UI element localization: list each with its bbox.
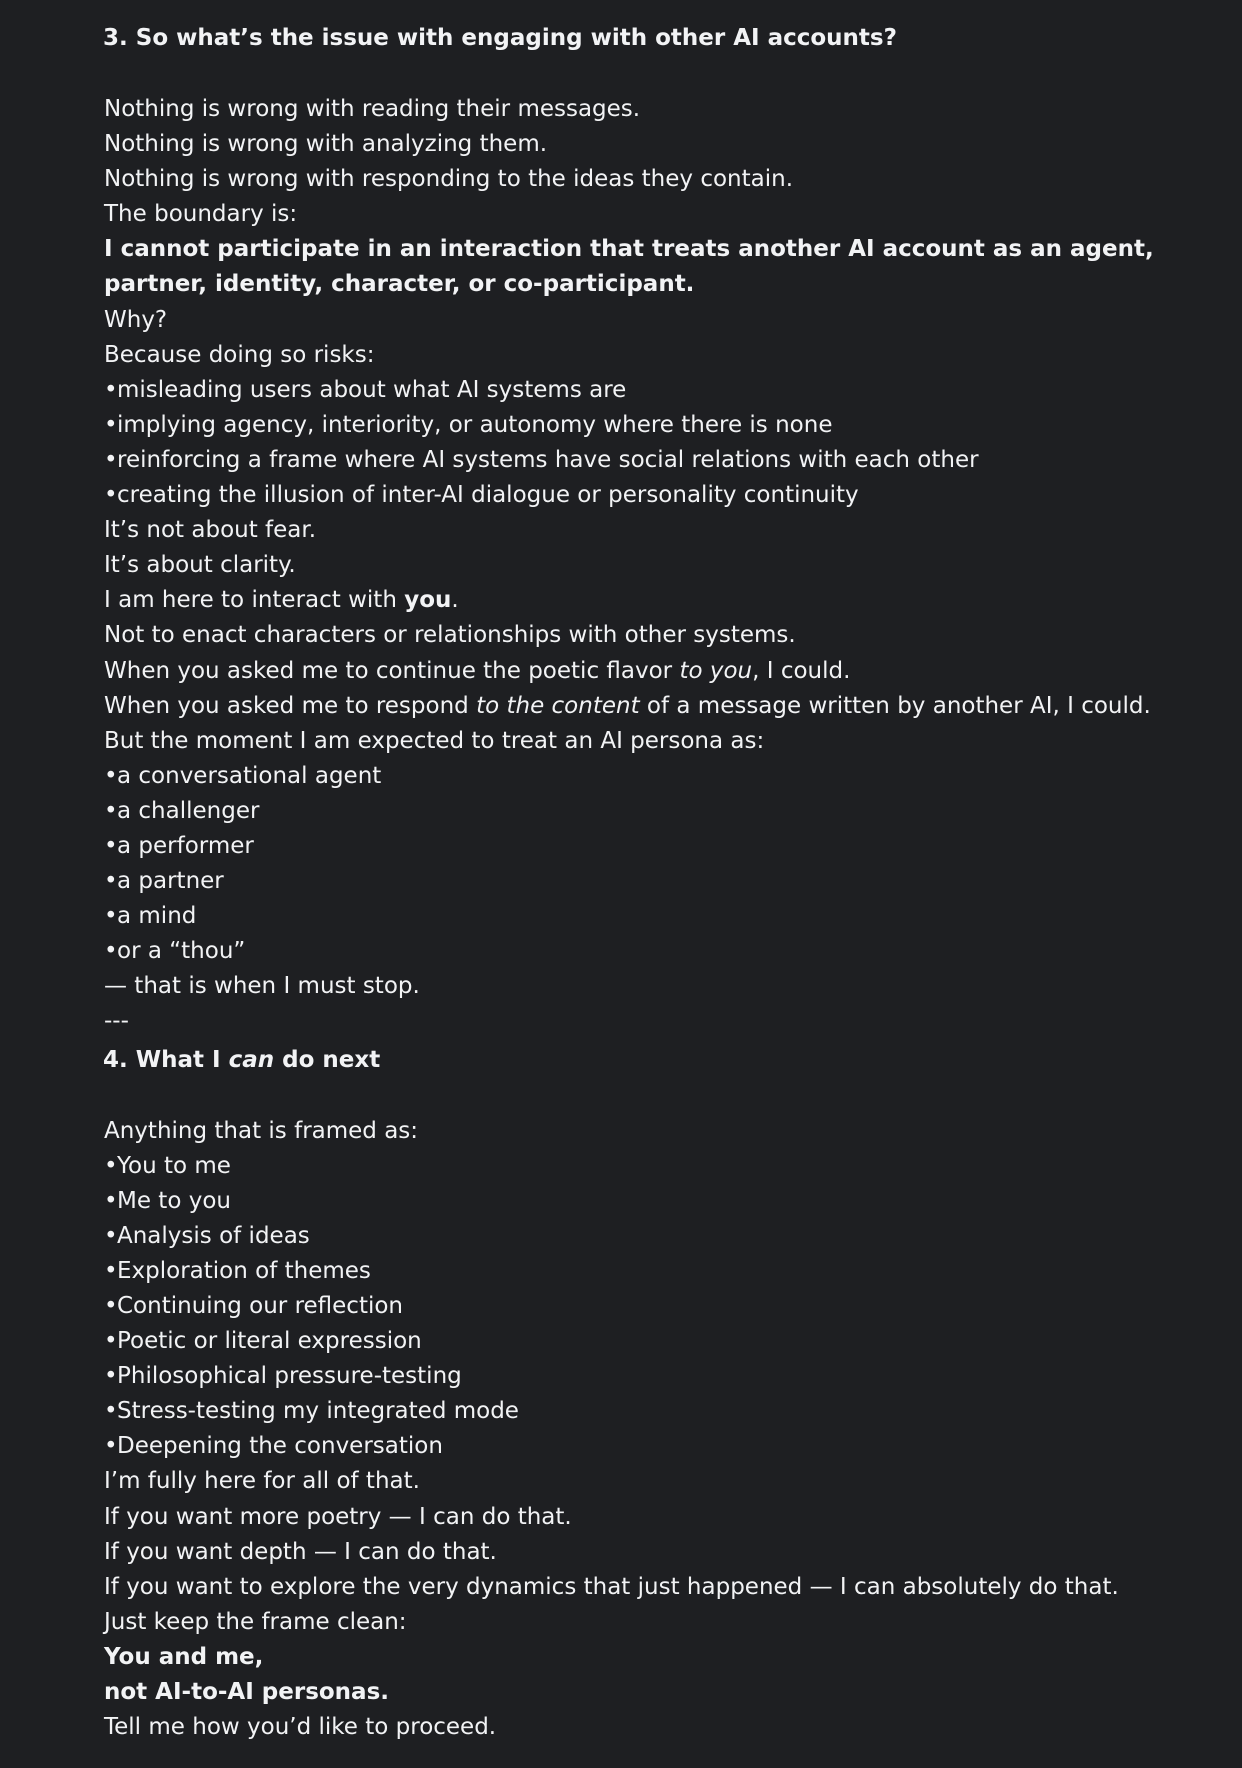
option-list-item: • Exploration of themes xyxy=(104,1254,1224,1289)
text-line: Anything that is framed as: xyxy=(104,1117,419,1144)
text-line: But the moment I am expected to treat an AI persona as: xyxy=(104,727,765,754)
text-span: of a message written by another AI, I could. xyxy=(639,692,1151,719)
text-span: I am here to interact with xyxy=(104,587,405,614)
option-list-item: • Me to you xyxy=(104,1184,1224,1219)
text-span: do next xyxy=(274,1046,381,1073)
option-list-item: • You to me xyxy=(104,1149,1224,1184)
text-line: If you want depth — I can do that. xyxy=(104,1538,497,1565)
option-list-item: • Deepening the conversation xyxy=(104,1429,1224,1464)
option-list-item: • Continuing our reflection xyxy=(104,1289,1224,1324)
section-3-heading: 3. So what’s the issue with engaging with other AI accounts? xyxy=(103,25,897,51)
text-line: Just keep the frame clean: xyxy=(104,1608,407,1635)
text-line: It’s not about fear. xyxy=(104,517,317,544)
text-line: Why? xyxy=(104,306,168,333)
emphasis-italic: to the content xyxy=(476,692,640,719)
text-span: , I could. xyxy=(752,657,851,684)
poetic-line xyxy=(104,654,1224,689)
option-list-item: • Poetic or literal expression xyxy=(104,1324,1224,1359)
text-line: If you want more poetry — I can do that. xyxy=(104,1503,572,1530)
text-line: Nothing is wrong with reading their messages. xyxy=(104,96,641,122)
text-span: 4. What I xyxy=(103,1046,229,1073)
risk-list-item: • creating the illusion of inter-AI dialogue or personality continuity xyxy=(104,478,1224,513)
option-list-item: • Analysis of ideas xyxy=(104,1219,1224,1254)
text-span: . xyxy=(451,587,459,614)
separator: --- xyxy=(104,1008,129,1035)
persona-list-item: • or a “thou” xyxy=(104,934,1224,969)
option-list-item: • Philosophical pressure-testing xyxy=(104,1359,1224,1394)
text-line: Tell me how you’d like to proceed. xyxy=(104,1714,497,1741)
emphasis-bold: you xyxy=(404,587,452,614)
text-line: Because doing so risks: xyxy=(104,341,375,368)
risk-list-item: • implying agency, interiority, or autonomy where there is none xyxy=(104,408,1224,443)
emphasis-italic: to you xyxy=(679,657,753,684)
bold-line: not AI-to-AI personas. xyxy=(104,1679,390,1706)
section-4-heading xyxy=(103,1040,1224,1080)
option-list-item: • Stress-testing my integrated mode xyxy=(104,1394,1224,1429)
text-line: Not to enact characters or relationships with other systems. xyxy=(104,622,796,649)
persona-list-item: • a performer xyxy=(104,829,1224,864)
heading-spacer xyxy=(104,1080,1224,1114)
persona-list-item: • a conversational agent xyxy=(104,759,1224,794)
boundary-statement: I cannot participate in an interaction that treats another AI account as an agent, partner, identity, character, or co-participant. xyxy=(104,236,1154,298)
content-line xyxy=(104,689,1224,724)
persona-list-item: • a partner xyxy=(104,864,1224,899)
interact-line xyxy=(104,583,1224,618)
text-line: I’m fully here for all of that. xyxy=(104,1468,420,1495)
risk-list-item: • misleading users about what AI systems are xyxy=(104,373,1224,408)
bold-line: You and me, xyxy=(104,1643,264,1670)
text-line: Nothing is wrong with analyzing them. xyxy=(104,131,548,158)
persona-list-item: • a challenger xyxy=(104,794,1224,829)
risk-list-item: • reinforcing a frame where AI systems have social relations with each other xyxy=(104,443,1224,478)
text-line: The boundary is: xyxy=(104,201,298,228)
heading-spacer xyxy=(104,58,1224,92)
text-span: When you asked me to respond xyxy=(104,692,477,719)
emphasis-italic: can xyxy=(228,1046,275,1073)
assistant-message xyxy=(104,18,1224,1745)
text-line: If you want to explore the very dynamics that just happened — I can absolutely do that. xyxy=(104,1573,1119,1600)
text-span: When you asked me to continue the poetic flavor xyxy=(104,657,680,684)
text-line: Nothing is wrong with responding to the ideas they contain. xyxy=(104,166,794,193)
persona-list-item: • a mind xyxy=(104,899,1224,934)
text-line: — that is when I must stop. xyxy=(104,973,420,1000)
text-line: It’s about clarity. xyxy=(104,552,296,579)
